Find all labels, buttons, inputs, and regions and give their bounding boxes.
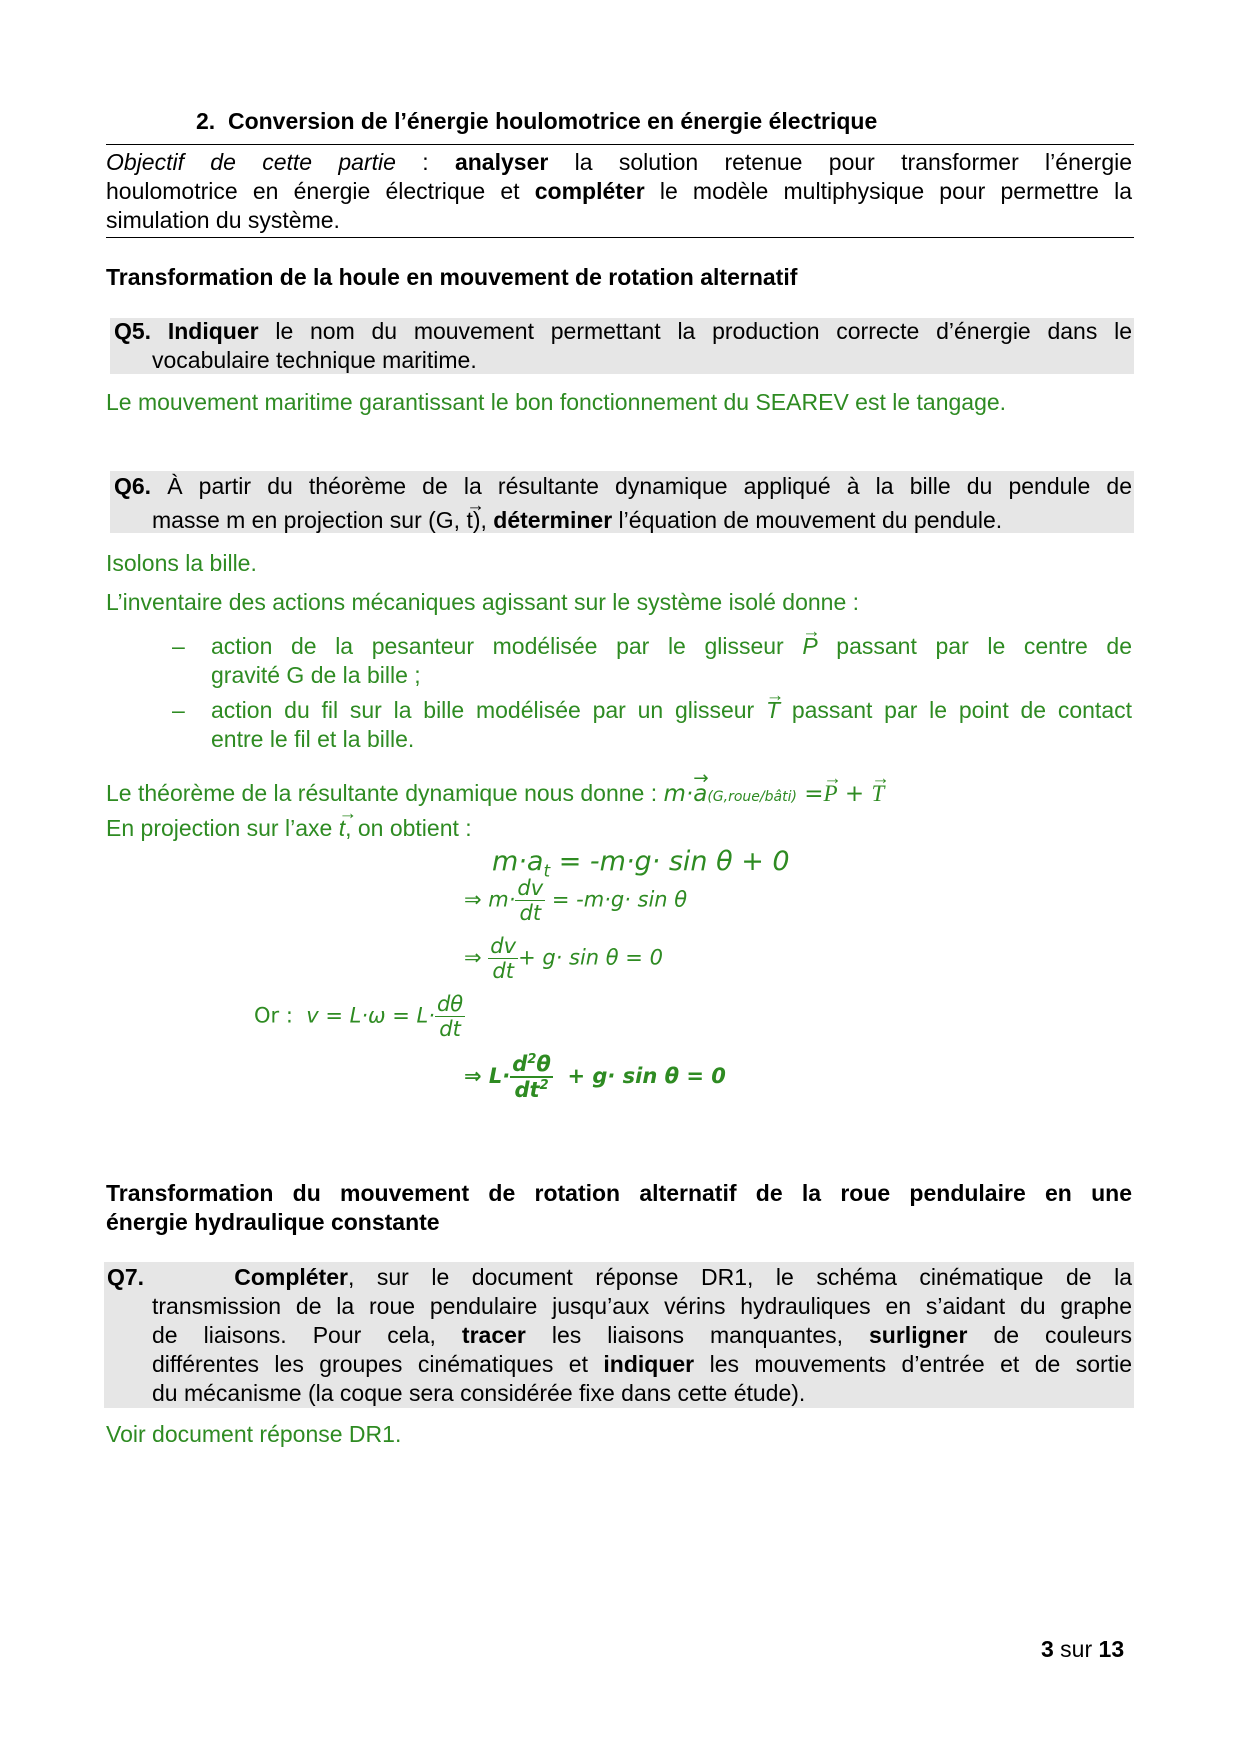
objective-top-rule [106, 144, 1134, 145]
equation-2: ⇒ m· $\frac{dv}{dt}$ = -m·g· sin θ [464, 876, 688, 925]
projection-line: En projection sur l’axe → t, on obtient : [106, 815, 472, 842]
q6-isolate: Isolons la bille. [106, 550, 257, 576]
objective-verb-analyser: analyser [454, 149, 549, 175]
q6-line-2: masse m en projection sur (G, → t), déterminer l’équation de mouvement du pendule. [152, 507, 1002, 534]
subheading-hydraulic-2: énergie hydraulique constante [106, 1209, 440, 1235]
objective-line-3: simulation du système. [106, 207, 340, 233]
q7-line-5: du mécanisme (la coque sera considérée fixe dans cette étude). [152, 1380, 806, 1406]
q7-line-2: transmission de la roue pendulaire jusqu’aux vérins hydrauliques en s’aidant du graphe [152, 1293, 1132, 1319]
q5-answer: Le mouvement maritime garantissant le bon fonctionnement du SEAREV est le tangage. [106, 389, 1007, 415]
p-vector: → P [802, 633, 817, 660]
subheading-rotation: Transformation de la houle en mouvement de rotation alternatif [106, 264, 798, 290]
q7-line-4: différentes les groupes cinématiques et indiquer les mouvements d’entrée et de sortie [152, 1351, 1132, 1377]
t-vector: → t [466, 507, 472, 534]
q7-line-1: Q7. Compléter, sur le document réponse DR1, le schéma cinématique de la [107, 1264, 1133, 1290]
theorem-formula: m·→ a(G,roue/bâti) =→ P + → T [664, 781, 885, 807]
t-force-vector: → T [766, 697, 780, 724]
bullet-2-line-2: entre le fil et la bille. [211, 726, 415, 752]
page-number: 3 sur 13 [1041, 1636, 1125, 1662]
t-axis-vector: → t [339, 815, 345, 842]
objective-line-1: Objectif de cette partie : analyser la solution retenue pour transformer l’énergie [106, 149, 1133, 175]
q5-number: Q5. [114, 318, 152, 344]
q6-number: Q6. [114, 473, 152, 499]
q7-verb: Compléter [234, 1264, 348, 1290]
objective-label: Objectif de cette partie [106, 149, 396, 175]
or-label: Or : [254, 1003, 293, 1028]
q7-number: Q7. [107, 1264, 145, 1290]
theorem-line: Le théorème de la résultante dynamique nous donne : m·→ a(G,roue/bâti) =→ P + → T [106, 780, 884, 807]
section-number: 2. [196, 108, 216, 134]
equation-1: $m\cdot a_t = -m\cdot g\cdot \sin \theta + 0$ [492, 846, 790, 882]
q7-verb-indiquer: indiquer [603, 1351, 695, 1377]
q6-inventory: L’inventaire des actions mécaniques agissant sur le système isolé donne : [106, 589, 860, 615]
q5-line-2: vocabulaire technique maritime. [152, 347, 477, 373]
section-title: Conversion de l’énergie houlomotrice en énergie électrique [227, 108, 878, 134]
bullet-2-line-1: action du fil sur la bille modélisée par un glisseur → T passant par le point de contact [211, 697, 1132, 724]
q5-line-1: Q5. Indiquer le nom du mouvement permettant la production correcte d’énergie dans le [114, 318, 1133, 344]
bullet-1-line-1: action de la pesanteur modélisée par le glisseur → P passant par le centre de [211, 633, 1132, 660]
bullet-dash-1: – [172, 633, 185, 659]
q7-verb-tracer: tracer [461, 1322, 526, 1348]
equation-final: ⇒ L· $\frac{d^2\theta}{dt^2}$ + g· sin θ = 0 [464, 1052, 726, 1102]
objective-line-2: houlomotrice en énergie électrique et compléter le modèle multiphysique pour permettre la [106, 178, 1132, 204]
q6-line-1: Q6. À partir du théorème de la résultante dynamique appliqué à la bille du pendule de [114, 473, 1133, 499]
bullet-1-line-2: gravité G de la bille ; [211, 662, 421, 688]
q7-line-3: de liaisons. Pour cela, tracer les liaisons manquantes, surligner de couleurs [152, 1322, 1132, 1348]
equation-or: Or : v = L·ω = L· $\frac{d\theta}{dt}$ [254, 992, 464, 1041]
section-heading [196, 108, 877, 135]
bullet-dash-2: – [172, 697, 185, 723]
equation-3: ⇒ $\frac{dv}{dt}$ + g· sin θ = 0 [464, 934, 663, 983]
q5-verb: Indiquer [167, 318, 259, 344]
q6-verb: déterminer [493, 507, 613, 533]
q7-answer: Voir document réponse DR1. [106, 1421, 402, 1447]
q7-verb-surligner: surligner [869, 1322, 968, 1348]
subheading-hydraulic-1: Transformation du mouvement de rotation alternatif de la roue pendulaire en une [106, 1180, 1132, 1206]
objective-bottom-rule [106, 237, 1134, 238]
objective-verb-completer: compléter [534, 178, 645, 204]
